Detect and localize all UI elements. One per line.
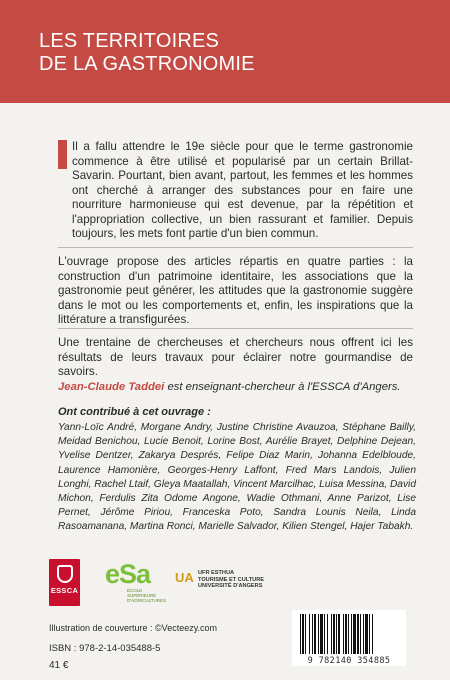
barcode-bar — [309, 614, 310, 654]
barcode-bar — [314, 614, 316, 654]
ua-text-line-1: UFR ESTHUA — [198, 570, 235, 576]
barcode-bar — [345, 614, 347, 654]
ua-logo — [175, 568, 285, 594]
barcode-bar — [363, 614, 364, 654]
barcode-number: 9 782140 354885 — [307, 656, 391, 666]
ua-text-line-2: TOURISME ET CULTURE — [198, 576, 264, 583]
esa-logo-text: eSa — [105, 559, 151, 589]
barcode-bar — [369, 614, 370, 654]
esa-logo — [105, 560, 167, 602]
esa-logo-subtitle: ÉCOLE SUPÉRIEURE D'AGRICULTURES — [127, 588, 167, 603]
author-bio: est enseignant-chercheur à l'ESSCA d'Angers. — [164, 381, 401, 393]
separator — [58, 328, 413, 329]
barcode-bar — [300, 614, 301, 654]
barcode-bar — [320, 614, 323, 654]
author-name: Jean-Claude Taddei — [58, 381, 165, 393]
barcode-bar — [324, 614, 325, 654]
barcode-bar — [353, 614, 356, 654]
body-paragraph-2: L'ouvrage propose des articles répartis en quatre parties : la construction d'un patrimoine identitaire, les associations que la gastronomie peut générer, les attitudes que la gastronomie suggère dans le mot ou les comportements et, enfin, les inspirations que la littérature a transfigurées. — [58, 255, 413, 326]
barcode-bar — [336, 614, 337, 654]
contributors-heading: Ont contribué à cet ouvrage : — [58, 406, 211, 418]
cover-credits: Illustration de couverture : ©Vecteezy.com — [49, 623, 218, 633]
intro-text: Il a fallu attendre le 19e siècle pour que le terme gastronomie commence à être utilisé et popularisé par un certain Brillat-Savarin. Pourtant, bien avant, partout, les femmes et les hommes ont cherché à arranger des substances pour en faire une nourriture harmonieuse qui est devenue, par la répétition et l'appropriation collective, un bien rassurant et familier. Depuis toujours, les mets font partie d'un bien commun. — [72, 140, 413, 240]
title-line-1: LES TERRITOIRES — [39, 30, 220, 52]
barcode-bar — [357, 614, 359, 654]
barcode-bar — [348, 614, 349, 654]
barcode-bar — [305, 614, 306, 654]
barcode — [292, 610, 406, 666]
contributors-list: Yann-Loïc André, Morgane Andry, Justine Christine Avauzoa, Stéphane Bailly, Meidad Benichou, Lucie Benoit, Lorine Bost, Aurélie Brayet, Delphine Dejean, Yvelise Dentzer, Zakarya Després, Felipe Diaz Marin, Johanna Edelbloude, Laurence Hamonière, Georges-Henry Laffont, Fred Mars Landois, Julien Longhi, Rachel Ltaif, Gleya Maatallah, Vincent Marcilhac, Luisa Messina, David Michon, Ferdulis Zita Odome Angone, Wadie Othmani, Anne Parizot, Lise Pernet, Jérôme Piriou, Franceska Poto, Sandra Lounis Neila, Linda Rasoamanana, Martina Ronci, Marielle Salvador, Kilien Stengel, Hajer Tabakh. — [58, 422, 416, 533]
barcode-bar — [338, 614, 340, 654]
book-title — [39, 30, 255, 76]
cover-header-band — [0, 0, 450, 103]
body-paragraph-3: Une trentaine de chercheuses et chercheurs nous offrent ici les résultats de leurs travaux pour éclairer notre gourmandise de savoirs. — [58, 336, 413, 378]
intro-paragraph — [58, 140, 413, 242]
essca-logo-text: ESSCA — [50, 586, 79, 595]
barcode-bar — [302, 614, 304, 654]
barcode-bar — [372, 614, 373, 654]
isbn: ISBN : 978-2-14-035488-5 — [49, 643, 161, 654]
ua-logo-mark: UA — [175, 570, 194, 585]
price: 41 € — [49, 660, 69, 671]
barcode-bar — [351, 614, 352, 654]
essca-shield-icon — [57, 565, 73, 583]
essca-logo — [49, 559, 80, 606]
separator — [58, 247, 413, 248]
author-note — [58, 381, 418, 393]
title-line-2: DE LA GASTRONOMIE — [39, 53, 255, 75]
barcode-bar — [331, 614, 332, 654]
ua-logo-text — [198, 570, 264, 590]
barcode-bar — [360, 614, 361, 654]
barcode-bar — [333, 614, 335, 654]
barcode-bar — [343, 614, 344, 654]
ua-text-line-3: UNIVERSITÉ D'ANGERS — [198, 583, 263, 589]
barcode-bar — [327, 614, 328, 654]
barcode-bars — [292, 610, 406, 656]
barcode-bar — [318, 614, 319, 654]
barcode-bar — [312, 614, 313, 654]
barcode-bar — [365, 614, 368, 654]
